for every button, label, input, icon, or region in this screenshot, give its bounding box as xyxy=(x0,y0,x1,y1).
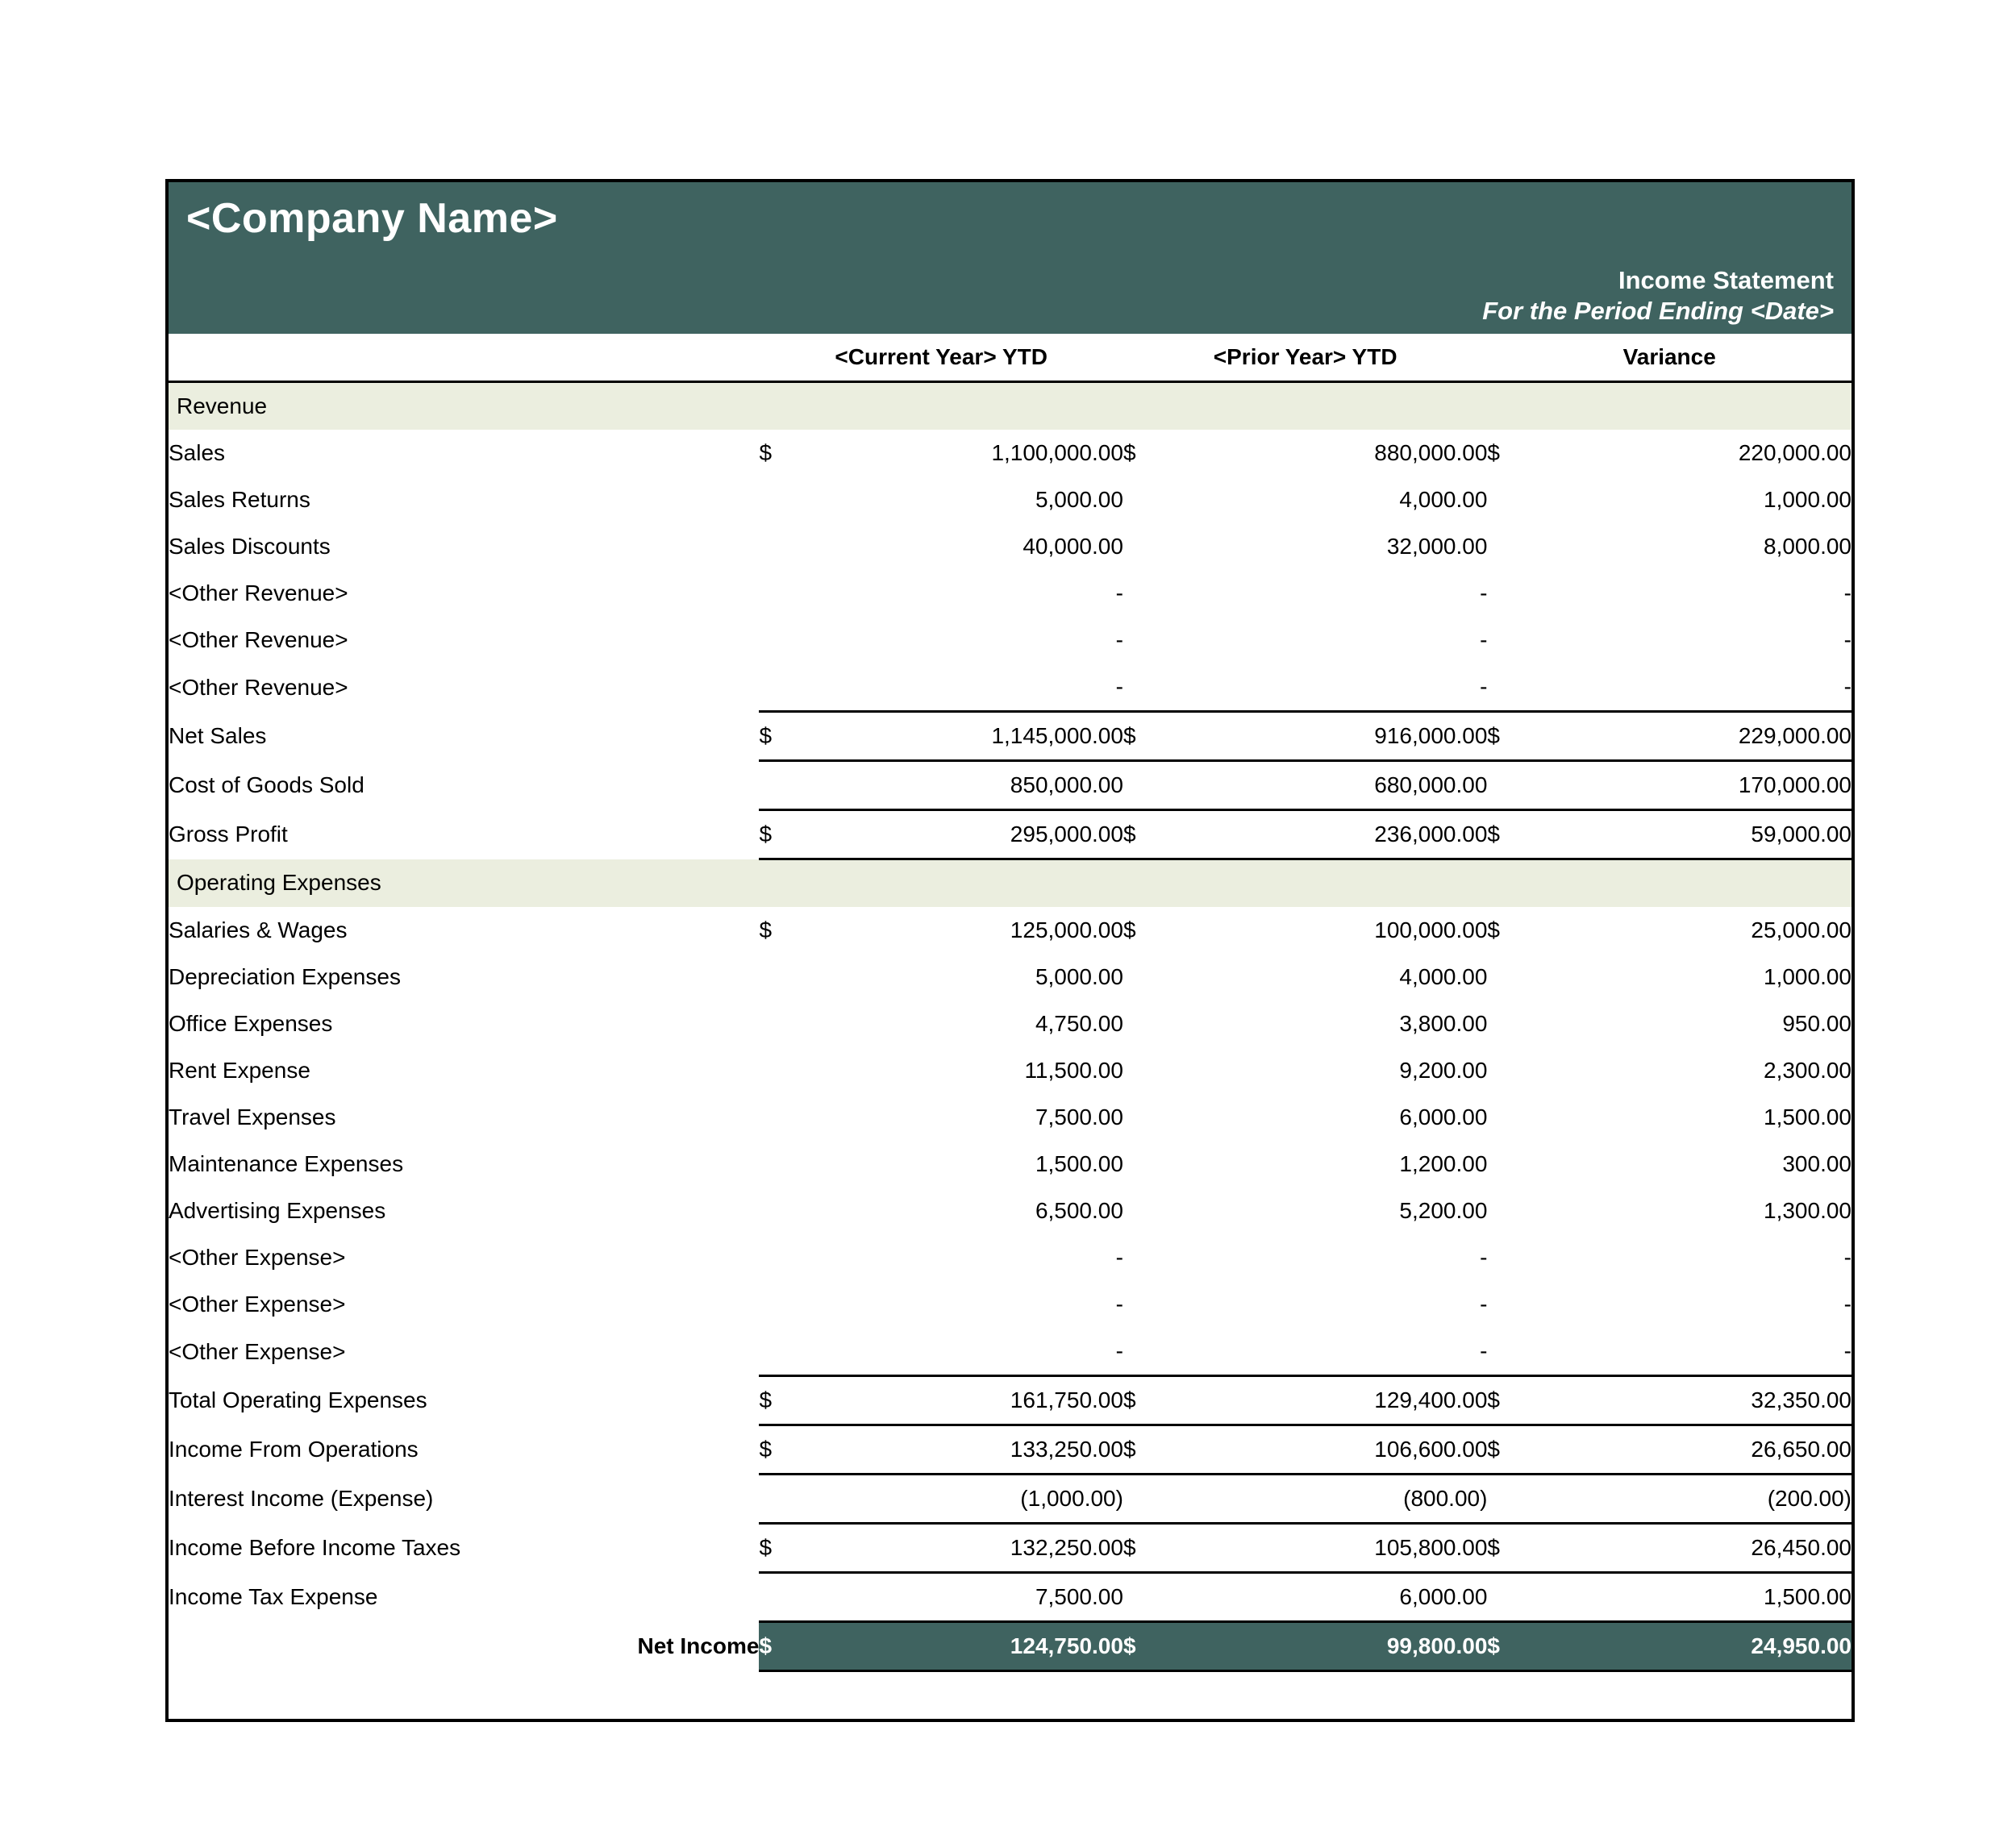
section-header-operating-expenses xyxy=(169,859,1851,908)
currency-symbol-empty xyxy=(1123,954,1172,1000)
column-header-variance: Variance xyxy=(1487,334,1851,382)
currency-symbol: $ xyxy=(1123,1376,1172,1425)
currency-symbol: $ xyxy=(759,440,773,465)
row-value-current-year: 850,000.00 xyxy=(808,761,1123,810)
currency-symbol-empty xyxy=(759,1234,807,1281)
row-label: Net Sales xyxy=(169,723,267,748)
currency-symbol-empty xyxy=(759,954,807,1000)
row-value-variance: 8,000.00 xyxy=(1764,534,1851,559)
section-spacer xyxy=(1487,859,1535,908)
currency-symbol-empty xyxy=(1487,476,1535,523)
row-value-current-year: 295,000.00 xyxy=(808,810,1123,859)
currency-symbol-empty xyxy=(1487,1475,1535,1524)
row-value-variance: 1,500.00 xyxy=(1764,1104,1851,1129)
table-row xyxy=(169,1281,1851,1328)
row-label: <Other Expense> xyxy=(169,1338,346,1364)
currency-symbol-empty xyxy=(1123,1094,1172,1141)
currency-symbol-empty xyxy=(759,1094,807,1141)
row-value-current-year: 40,000.00 xyxy=(1023,534,1123,559)
row-value-variance: 300.00 xyxy=(1782,1151,1851,1176)
row-label: Rent Expense xyxy=(169,1058,310,1083)
row-label: Interest Income (Expense) xyxy=(169,1486,434,1511)
row-value-prior-year: - xyxy=(1480,1292,1488,1317)
currency-symbol-empty xyxy=(759,1141,807,1188)
row-label: Sales Discounts xyxy=(169,534,331,559)
footer-spacer xyxy=(1487,1671,1535,1720)
row-value-variance: (200.00) xyxy=(1536,1475,1851,1524)
table-row xyxy=(169,1573,1851,1622)
table-row xyxy=(169,617,1851,664)
row-value-prior-year: - xyxy=(1480,1245,1488,1270)
row-value-prior-year: 100,000.00 xyxy=(1374,917,1488,942)
currency-symbol-empty xyxy=(1123,1141,1172,1188)
footer-spacer xyxy=(1172,1671,1487,1720)
row-value-prior-year: 105,800.00 xyxy=(1172,1524,1487,1573)
currency-symbol: $ xyxy=(1123,712,1172,761)
income-statement-sheet xyxy=(165,179,1855,1722)
row-label: Sales Returns xyxy=(169,487,310,512)
row-value-current-year: - xyxy=(1115,1292,1123,1317)
section-spacer xyxy=(759,382,807,431)
currency-symbol-empty xyxy=(1123,1281,1172,1328)
row-value-prior-year: 1,200.00 xyxy=(1399,1151,1488,1176)
row-value-prior-year: 32,000.00 xyxy=(1386,534,1488,559)
currency-symbol: $ xyxy=(759,1376,807,1425)
currency-symbol: $ xyxy=(759,810,807,859)
row-value-variance: 229,000.00 xyxy=(1536,712,1851,761)
row-label: Advertising Expenses xyxy=(169,1198,386,1223)
row-value-variance: 59,000.00 xyxy=(1536,810,1851,859)
currency-symbol: $ xyxy=(759,1425,807,1475)
currency-symbol: $ xyxy=(1123,810,1172,859)
row-label: Depreciation Expenses xyxy=(169,964,401,989)
row-value-variance: 25,000.00 xyxy=(1751,917,1851,942)
row-value-variance: 24,950.00 xyxy=(1536,1622,1851,1671)
row-value-variance: 32,350.00 xyxy=(1536,1376,1851,1425)
row-value-prior-year: 9,200.00 xyxy=(1399,1058,1488,1083)
currency-symbol-empty xyxy=(759,476,807,523)
row-value-prior-year: - xyxy=(1480,627,1488,652)
row-value-current-year: 7,500.00 xyxy=(1035,1584,1123,1609)
currency-symbol-empty xyxy=(1487,1281,1535,1328)
currency-symbol-empty xyxy=(1123,570,1172,617)
section-spacer xyxy=(1487,382,1535,431)
row-value-current-year: 1,500.00 xyxy=(1035,1151,1123,1176)
currency-symbol: $ xyxy=(1487,712,1535,761)
column-header-current-year: <Current Year> YTD xyxy=(759,334,1123,382)
table-row xyxy=(169,430,1851,476)
currency-symbol-empty xyxy=(1487,1573,1535,1622)
section-header-revenue xyxy=(169,382,1851,431)
section-spacer xyxy=(1536,382,1851,431)
currency-symbol-empty xyxy=(1123,523,1172,570)
currency-symbol: $ xyxy=(1123,917,1136,942)
currency-symbol-empty xyxy=(759,1281,807,1328)
column-header-row xyxy=(169,334,1851,382)
row-value-current-year: - xyxy=(808,664,1123,712)
table-row xyxy=(169,761,1851,810)
row-value-current-year: 161,750.00 xyxy=(808,1376,1123,1425)
currency-symbol-empty xyxy=(1487,617,1535,664)
row-value-prior-year: 880,000.00 xyxy=(1374,440,1488,465)
table-row xyxy=(169,1141,1851,1188)
table-row xyxy=(169,1328,1851,1376)
row-value-variance: 26,650.00 xyxy=(1536,1425,1851,1475)
currency-symbol: $ xyxy=(1487,810,1535,859)
row-value-prior-year: 6,000.00 xyxy=(1399,1584,1488,1609)
section-spacer xyxy=(808,382,1123,431)
row-value-variance: 1,300.00 xyxy=(1764,1198,1851,1223)
row-value-current-year: - xyxy=(1115,627,1123,652)
row-label: <Other Revenue> xyxy=(169,580,348,605)
currency-symbol-empty xyxy=(1123,1047,1172,1094)
table-row-subtotal xyxy=(169,712,1851,761)
footer-spacer xyxy=(169,1671,759,1720)
row-value-current-year: 1,145,000.00 xyxy=(808,712,1123,761)
section-spacer xyxy=(1536,859,1851,908)
currency-symbol: $ xyxy=(759,917,773,942)
section-spacer xyxy=(1172,382,1487,431)
table-row xyxy=(169,664,1851,712)
currency-symbol-empty xyxy=(1487,523,1535,570)
currency-symbol-empty xyxy=(1487,1047,1535,1094)
currency-symbol-empty xyxy=(1487,1188,1535,1234)
row-label: Salaries & Wages xyxy=(169,917,348,942)
row-value-current-year: - xyxy=(1115,1245,1123,1270)
currency-symbol-empty xyxy=(1487,1094,1535,1141)
currency-symbol-empty xyxy=(759,617,807,664)
table-row-net-income xyxy=(169,1622,1851,1671)
table-row xyxy=(169,1094,1851,1141)
currency-symbol: $ xyxy=(1487,1524,1535,1573)
row-value-prior-year: 106,600.00 xyxy=(1172,1425,1487,1475)
row-value-prior-year: 5,200.00 xyxy=(1399,1198,1488,1223)
row-value-variance: 220,000.00 xyxy=(1738,440,1851,465)
table-row-subtotal xyxy=(169,810,1851,859)
row-value-variance: - xyxy=(1536,664,1851,712)
table-row xyxy=(169,1475,1851,1524)
currency-symbol-empty xyxy=(1123,1188,1172,1234)
row-value-current-year: - xyxy=(808,1328,1123,1376)
currency-symbol-empty xyxy=(1123,761,1172,810)
row-value-variance: 1,500.00 xyxy=(1764,1584,1851,1609)
currency-symbol-empty xyxy=(1123,1475,1172,1524)
row-label: Net Income xyxy=(169,1622,759,1671)
section-label-revenue: Revenue xyxy=(169,382,759,431)
currency-symbol-empty xyxy=(1123,617,1172,664)
row-value-current-year: 1,100,000.00 xyxy=(991,440,1123,465)
currency-symbol-empty xyxy=(759,1573,807,1622)
currency-symbol: $ xyxy=(759,1524,807,1573)
row-value-prior-year: - xyxy=(1480,580,1488,605)
table-row xyxy=(169,1047,1851,1094)
section-spacer xyxy=(1123,382,1172,431)
row-label: Sales xyxy=(169,440,226,465)
section-spacer xyxy=(759,859,807,908)
currency-symbol: $ xyxy=(1487,917,1500,942)
row-label: <Other Revenue> xyxy=(169,627,348,652)
row-label: Income Tax Expense xyxy=(169,1584,378,1609)
statement-header-band xyxy=(169,182,1851,334)
table-row xyxy=(169,907,1851,954)
row-value-current-year: 124,750.00 xyxy=(808,1622,1123,1671)
currency-symbol-empty xyxy=(759,1475,807,1524)
row-label: <Other Expense> xyxy=(169,1245,346,1270)
row-value-current-year: 4,750.00 xyxy=(1035,1011,1123,1036)
row-label: Office Expenses xyxy=(169,1011,333,1036)
currency-symbol: $ xyxy=(1123,440,1136,465)
row-label: Gross Profit xyxy=(169,822,288,847)
row-value-current-year: 5,000.00 xyxy=(1035,487,1123,512)
currency-symbol-empty xyxy=(759,1188,807,1234)
row-value-variance: - xyxy=(1843,580,1851,605)
row-value-current-year: 132,250.00 xyxy=(808,1524,1123,1573)
row-value-current-year: 7,500.00 xyxy=(1035,1104,1123,1129)
row-value-prior-year: - xyxy=(1172,664,1487,712)
currency-symbol-empty xyxy=(759,664,807,712)
row-label: Maintenance Expenses xyxy=(169,1151,404,1176)
currency-symbol-empty xyxy=(1487,570,1535,617)
row-value-prior-year: 4,000.00 xyxy=(1399,964,1488,989)
currency-symbol-empty xyxy=(1487,761,1535,810)
currency-symbol-empty xyxy=(759,570,807,617)
row-label: <Other Revenue> xyxy=(169,674,348,700)
row-value-variance: 2,300.00 xyxy=(1764,1058,1851,1083)
row-value-current-year: - xyxy=(1115,580,1123,605)
row-label: Travel Expenses xyxy=(169,1104,336,1129)
row-value-current-year: 133,250.00 xyxy=(808,1425,1123,1475)
currency-symbol-empty xyxy=(759,1000,807,1047)
row-value-prior-year: (800.00) xyxy=(1172,1475,1487,1524)
table-row xyxy=(169,476,1851,523)
currency-symbol-empty xyxy=(1487,1234,1535,1281)
table-row-subtotal xyxy=(169,1425,1851,1475)
company-name: <Company Name> xyxy=(186,195,558,242)
row-value-current-year: 5,000.00 xyxy=(1035,964,1123,989)
income-statement-table xyxy=(169,334,1851,1719)
currency-symbol: $ xyxy=(1487,440,1500,465)
row-value-variance: - xyxy=(1843,1292,1851,1317)
row-value-prior-year: 99,800.00 xyxy=(1172,1622,1487,1671)
currency-symbol: $ xyxy=(1487,1425,1535,1475)
column-header-prior-year: <Prior Year> YTD xyxy=(1123,334,1487,382)
row-value-current-year: 125,000.00 xyxy=(1010,917,1123,942)
currency-symbol: $ xyxy=(759,1622,807,1671)
currency-symbol-empty xyxy=(759,1047,807,1094)
row-value-variance: 1,000.00 xyxy=(1764,964,1851,989)
section-spacer xyxy=(808,859,1123,908)
currency-symbol-empty xyxy=(759,523,807,570)
row-value-prior-year: 129,400.00 xyxy=(1172,1376,1487,1425)
row-value-current-year: (1,000.00) xyxy=(808,1475,1123,1524)
row-label: Total Operating Expenses xyxy=(169,1387,427,1412)
currency-symbol: $ xyxy=(759,712,807,761)
currency-symbol-empty xyxy=(1487,1141,1535,1188)
footer-spacer xyxy=(759,1671,807,1720)
table-row xyxy=(169,1234,1851,1281)
table-row xyxy=(169,523,1851,570)
currency-symbol: $ xyxy=(1123,1425,1172,1475)
row-value-variance: - xyxy=(1843,1245,1851,1270)
row-value-prior-year: 3,800.00 xyxy=(1399,1011,1488,1036)
currency-symbol-empty xyxy=(759,1328,807,1376)
currency-symbol: $ xyxy=(1123,1622,1172,1671)
section-label-operating-expenses: Operating Expenses xyxy=(169,859,759,908)
row-value-current-year: 11,500.00 xyxy=(1024,1058,1123,1083)
table-row xyxy=(169,570,1851,617)
row-value-variance: - xyxy=(1843,627,1851,652)
currency-symbol-empty xyxy=(1123,476,1172,523)
table-footer-spacer-row xyxy=(169,1671,1851,1720)
currency-symbol-empty xyxy=(1487,1328,1535,1376)
currency-symbol-empty xyxy=(1487,954,1535,1000)
statement-period: For the Period Ending <Date> xyxy=(1482,297,1834,326)
row-value-variance: 950.00 xyxy=(1782,1011,1851,1036)
row-value-variance: 26,450.00 xyxy=(1536,1524,1851,1573)
table-row xyxy=(169,1188,1851,1234)
currency-symbol-empty xyxy=(1123,1234,1172,1281)
currency-symbol-empty xyxy=(1123,1328,1172,1376)
row-value-variance: - xyxy=(1536,1328,1851,1376)
currency-symbol-empty xyxy=(1487,664,1535,712)
row-value-prior-year: 4,000.00 xyxy=(1399,487,1488,512)
currency-symbol: $ xyxy=(1123,1524,1172,1573)
row-value-prior-year: 680,000.00 xyxy=(1172,761,1487,810)
currency-symbol: $ xyxy=(1487,1622,1535,1671)
row-label: Income Before Income Taxes xyxy=(169,1535,461,1560)
column-header-label xyxy=(169,334,759,382)
row-value-prior-year: 916,000.00 xyxy=(1172,712,1487,761)
currency-symbol-empty xyxy=(1123,1573,1172,1622)
header-right-block xyxy=(1482,265,1834,328)
row-value-current-year: 6,500.00 xyxy=(1035,1198,1123,1223)
section-spacer xyxy=(1123,859,1172,908)
row-label: <Other Expense> xyxy=(169,1292,346,1317)
table-row xyxy=(169,1000,1851,1047)
section-spacer xyxy=(1172,859,1487,908)
table-row-subtotal xyxy=(169,1376,1851,1425)
currency-symbol-empty xyxy=(1123,1000,1172,1047)
footer-spacer xyxy=(1536,1671,1851,1720)
row-value-prior-year: - xyxy=(1172,1328,1487,1376)
footer-spacer xyxy=(1123,1671,1172,1720)
row-value-variance: 170,000.00 xyxy=(1536,761,1851,810)
currency-symbol-empty xyxy=(759,761,807,810)
footer-spacer xyxy=(808,1671,1123,1720)
row-value-variance: 1,000.00 xyxy=(1764,487,1851,512)
currency-symbol-empty xyxy=(1487,1000,1535,1047)
table-row-subtotal xyxy=(169,1524,1851,1573)
currency-symbol: $ xyxy=(1487,1376,1535,1425)
row-label: Income From Operations xyxy=(169,1437,419,1462)
table-row xyxy=(169,954,1851,1000)
row-value-prior-year: 236,000.00 xyxy=(1172,810,1487,859)
row-label: Cost of Goods Sold xyxy=(169,772,364,797)
currency-symbol-empty xyxy=(1123,664,1172,712)
statement-title: Income Statement xyxy=(1618,265,1834,294)
row-value-prior-year: 6,000.00 xyxy=(1399,1104,1488,1129)
